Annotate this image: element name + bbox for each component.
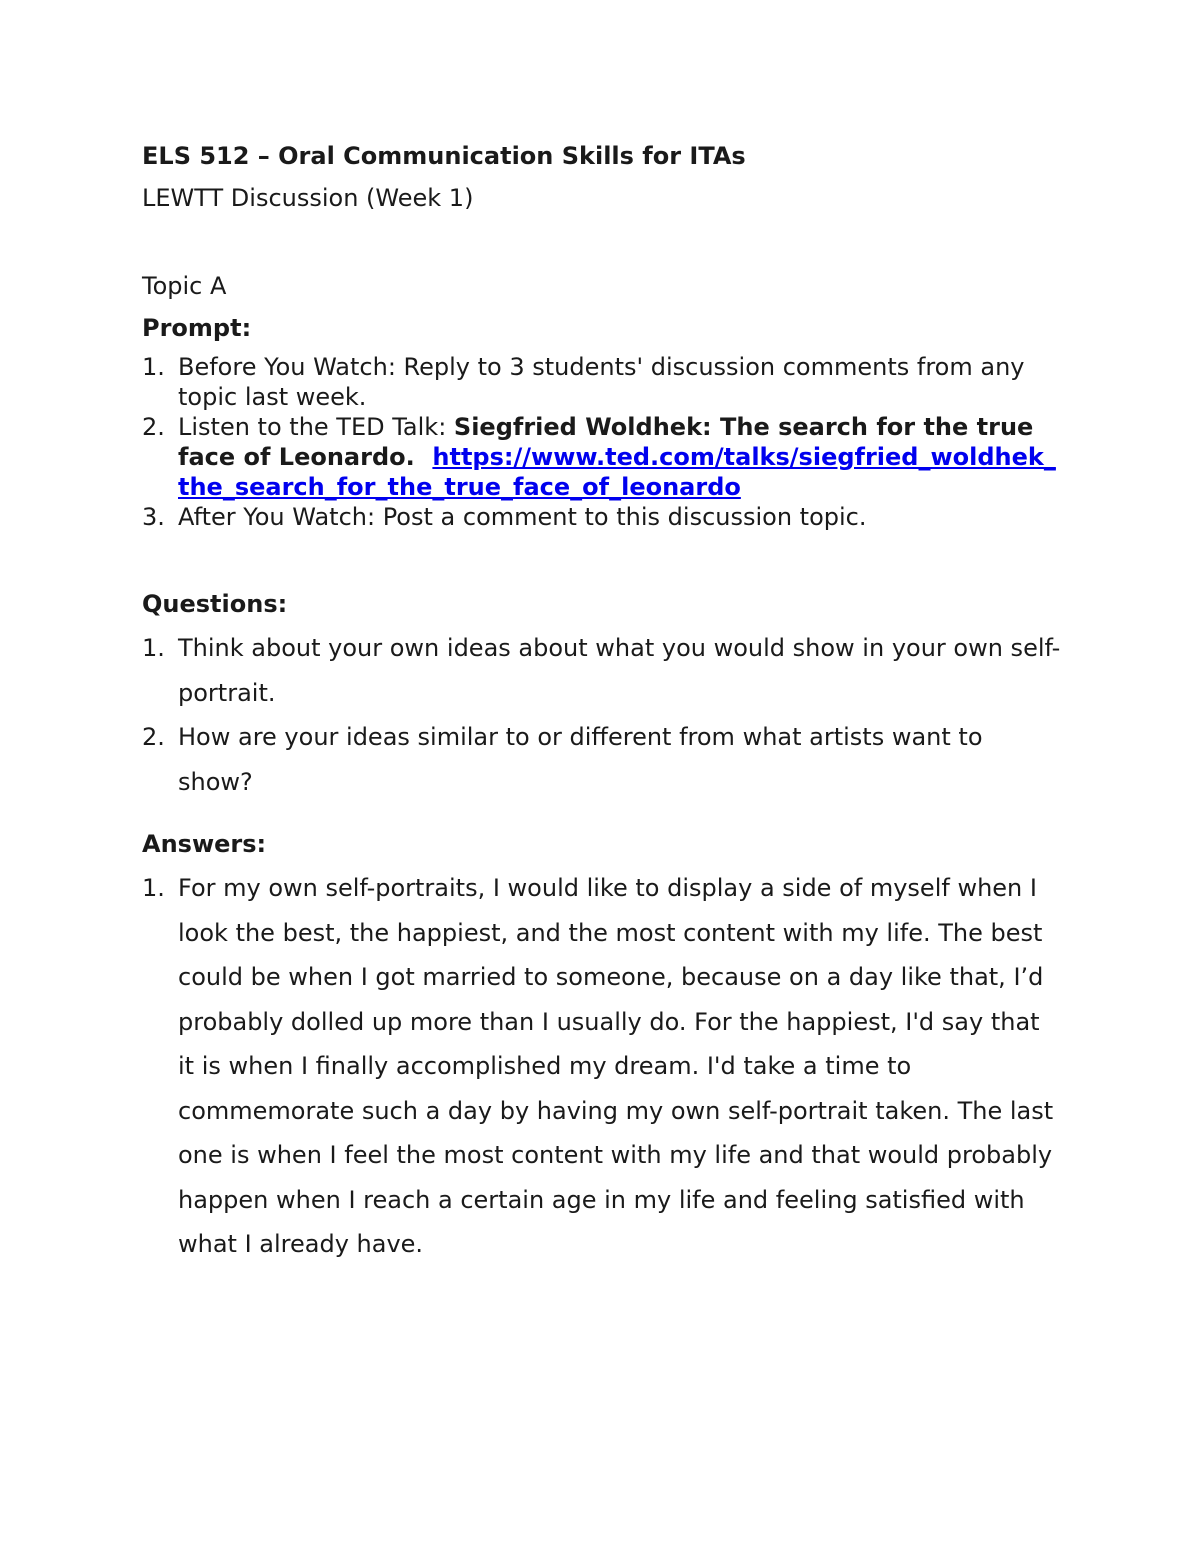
answer-item-1 (142, 866, 1062, 1267)
prompt-item-1 (142, 352, 1062, 412)
answers-heading: Answers: (142, 830, 267, 858)
prompt-item-3 (142, 502, 1062, 532)
list-number: 1. (142, 353, 165, 381)
prompt-heading: Prompt: (142, 314, 252, 342)
topic-label: Topic A (142, 272, 227, 300)
prompt-list (142, 352, 1062, 532)
prompt-item-text: After You Watch: Post a comment to this discussion topic. (178, 503, 867, 531)
question-text: How are your ideas similar to or different from what artists want to show? (178, 723, 983, 796)
question-text: Think about your own ideas about what you would show in your own self-portrait. (178, 634, 1061, 707)
question-item-1 (142, 626, 1062, 715)
list-number: 3. (142, 503, 165, 531)
list-number: 2. (142, 723, 165, 751)
document-subtitle: LEWTT Discussion (Week 1) (142, 184, 474, 212)
questions-heading: Questions: (142, 590, 288, 618)
questions-list (142, 626, 1062, 804)
list-number: 1. (142, 634, 165, 662)
ted-talk-title: Siegfried Woldhek: The search for the true face of Leonardo. (178, 413, 1034, 471)
course-title: ELS 512 – Oral Communication Skills for ITAs (142, 142, 746, 170)
prompt-item-text: Listen to the TED Talk: (178, 413, 454, 441)
ted-talk-link[interactable]: https://www.ted.com/talks/siegfried_woldhek_the_search_for_the_true_face_of_leonardo (178, 443, 1056, 501)
prompt-item-2 (142, 412, 1062, 502)
list-number: 2. (142, 413, 165, 441)
document-body (142, 138, 1062, 1267)
answer-text: For my own self-portraits, I would like to display a side of myself when I look the best, the happiest, and the most content with my life. The best could be when I got married to someone, because on a day like that, I’d probably dolled up more than I usually do. For the happiest, I'd say that it is when I finally accomplished my dream. I'd take a time to commemorate such a day by having my own self-portrait taken. The last one is when I feel the most content with my life and that would probably happen when I reach a certain age in my life and feeling satisfied with what I already have. (178, 874, 1054, 1258)
answers-list (142, 866, 1062, 1267)
question-item-2 (142, 715, 1062, 804)
prompt-item-text: Before You Watch: Reply to 3 students' discussion comments from any topic last week. (178, 353, 1025, 411)
list-number: 1. (142, 874, 165, 902)
